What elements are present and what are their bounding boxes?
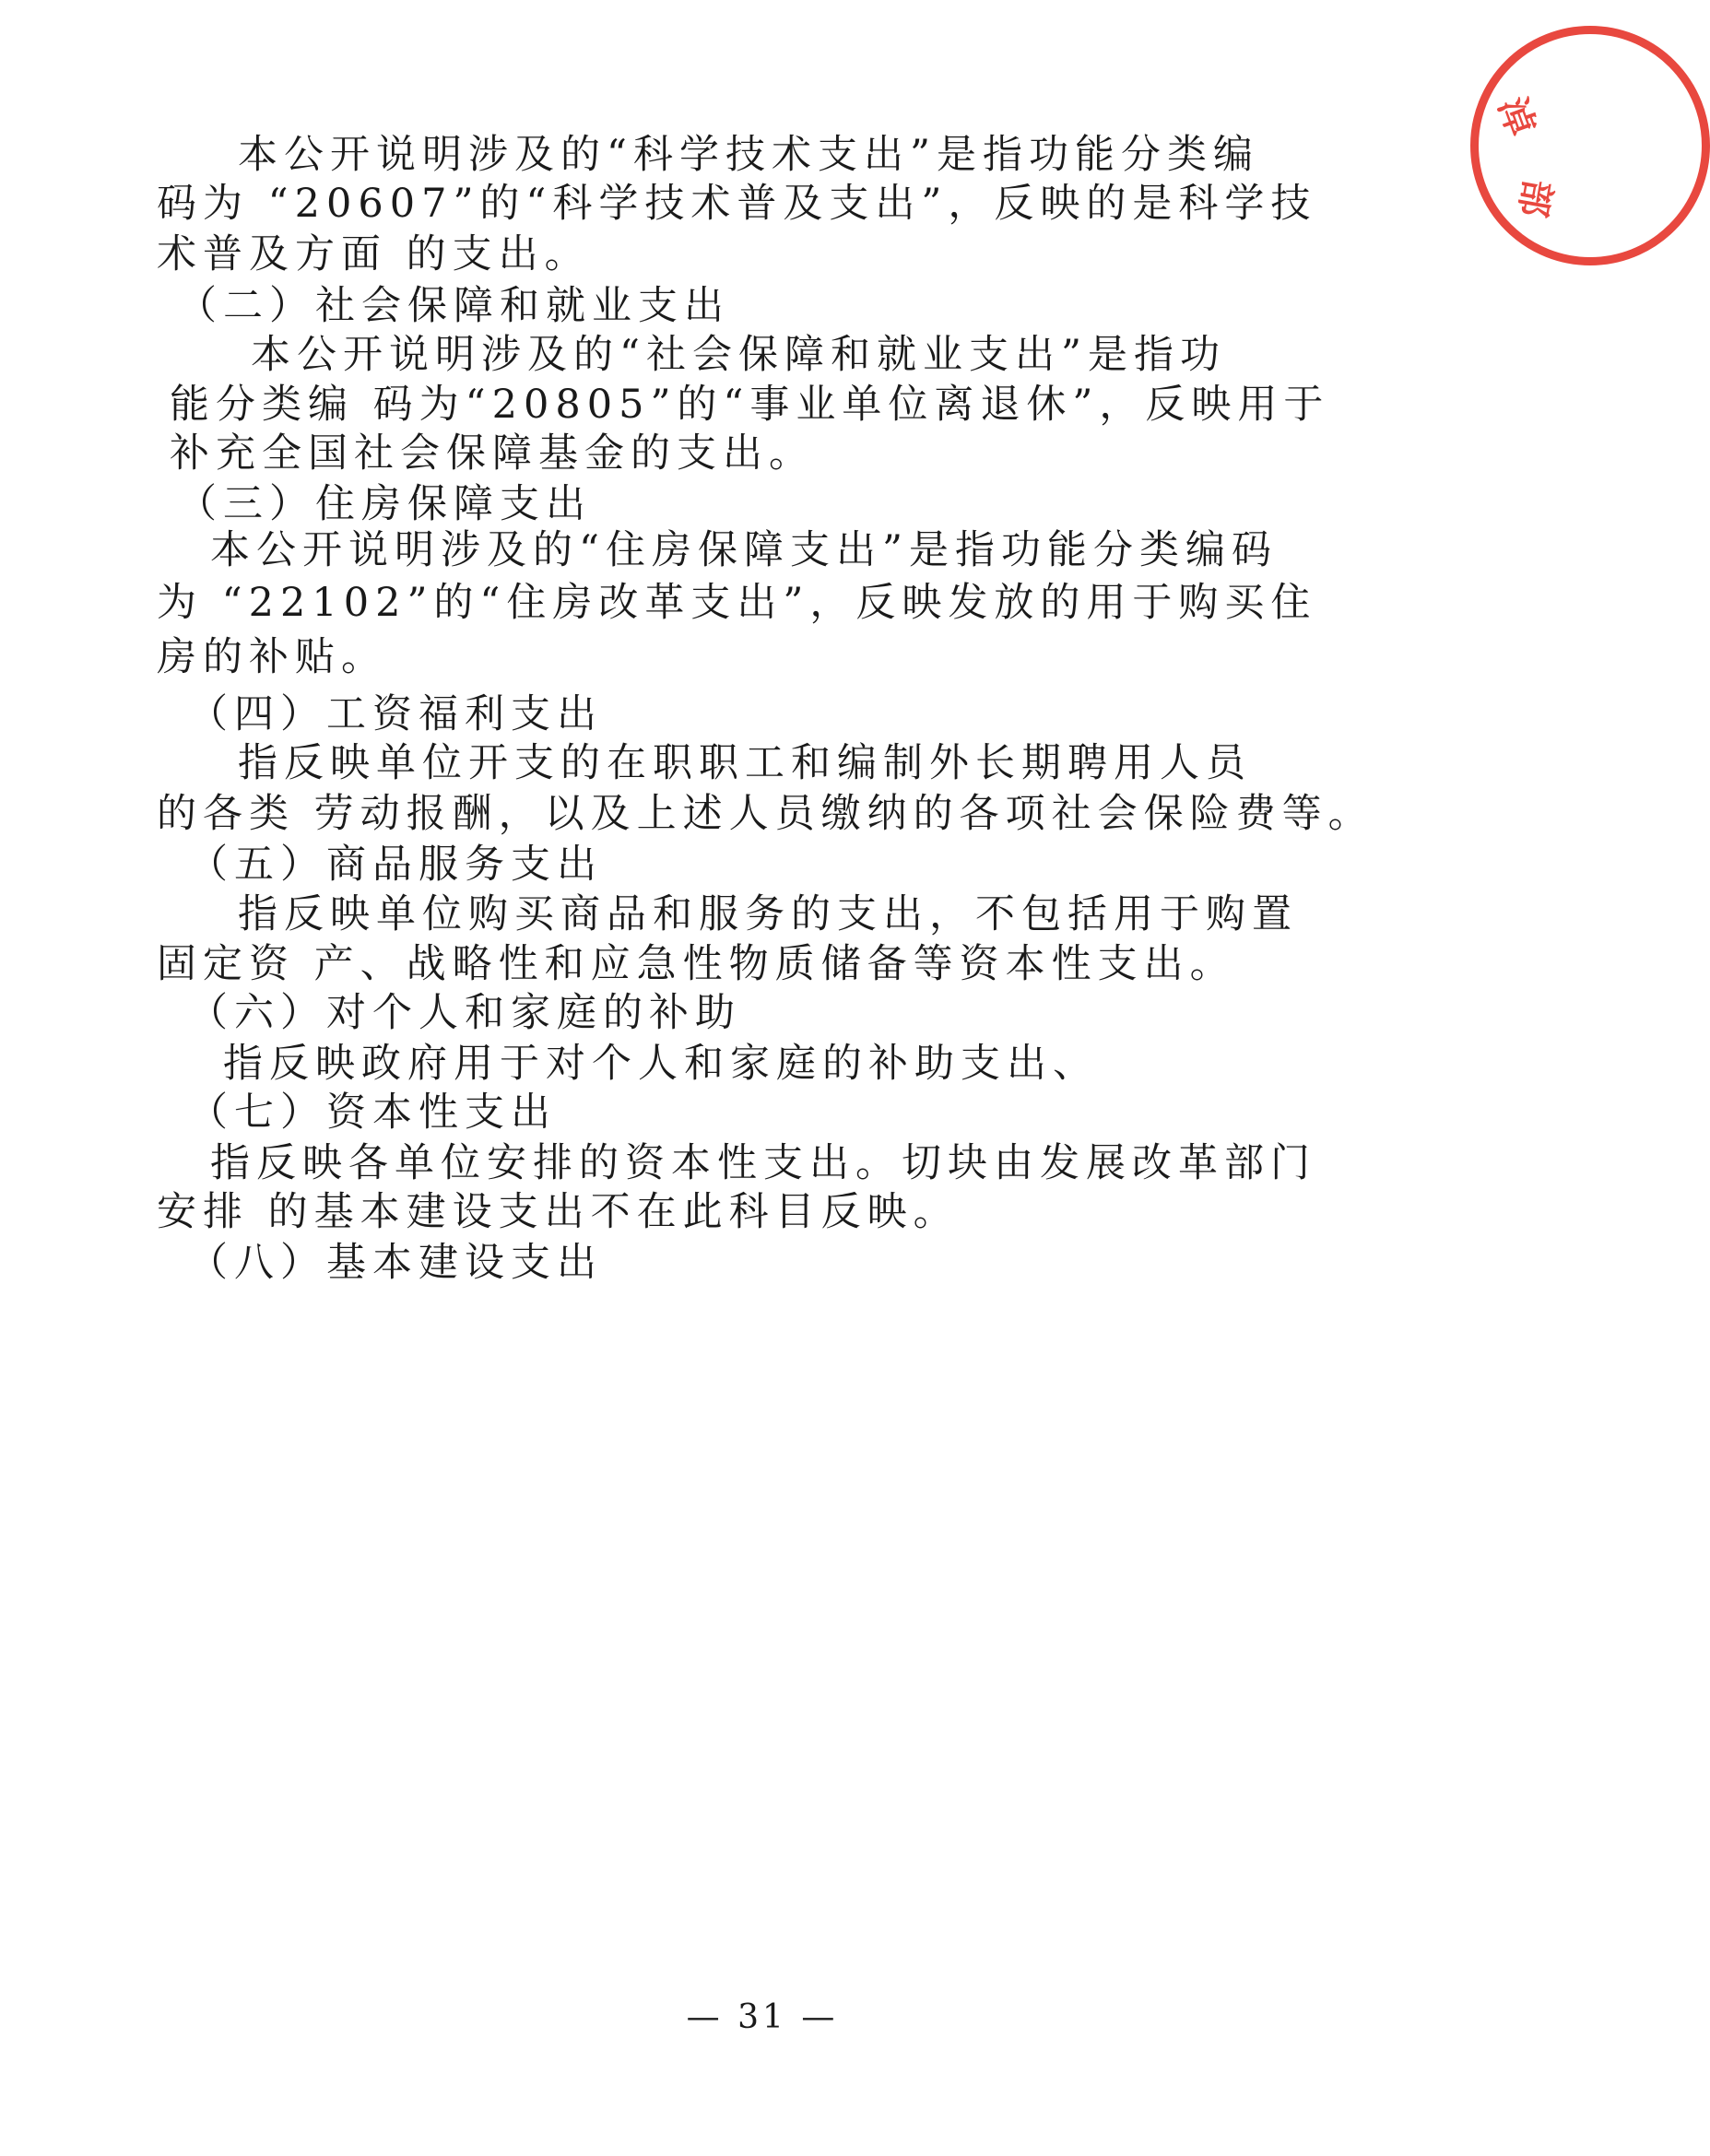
section-heading: （八）基本建设支出	[188, 1240, 603, 1286]
section-heading: （七）资本性支出	[188, 1090, 557, 1136]
seal-char-2: 部	[1510, 176, 1559, 220]
paragraph-line: 术普及方面 的支出。	[157, 231, 591, 277]
paragraph-line: 能分类编 码为“20805”的“事业单位离退休”，反映用于	[170, 382, 1330, 428]
seal-char-1: 淖	[1490, 92, 1543, 142]
section-heading: （二）社会保障和就业支出	[177, 283, 730, 329]
section-heading: （五）商品服务支出	[188, 842, 603, 888]
paragraph-line: 补充全国社会保障基金的支出。	[170, 430, 815, 477]
paragraph-line: 本公开说明涉及的“社会保障和就业支出”是指功	[251, 332, 1226, 378]
paragraph-line: 本公开说明涉及的“住房保障支出”是指功能分类编码	[210, 527, 1278, 573]
paragraph-line: 指反映政府用于对个人和家庭的补助支出、	[223, 1041, 1099, 1087]
page-number: — 31 —	[686, 1998, 839, 2036]
paragraph-line: 码为 “20607”的“科学技术普及支出”，反映的是科学技	[157, 181, 1317, 227]
paragraph-line: 安排 的基本建设支出不在此科目反映。	[157, 1189, 960, 1235]
section-heading: （四）工资福利支出	[188, 691, 603, 737]
paragraph-line: 指反映单位开支的在职职工和编制外长期聘用人员	[238, 740, 1252, 786]
section-heading: （六）对个人和家庭的补助	[188, 990, 741, 1036]
paragraph-line: 固定资 产、战略性和应急性物质储备等资本性支出。	[157, 941, 1236, 987]
paragraph-line: 本公开说明涉及的“科学技术支出”是指功能分类编	[238, 132, 1259, 178]
paragraph-line: 房的补贴。	[157, 634, 387, 680]
paragraph-line: 指反映各单位安排的资本性支出。切块由发展改革部门	[210, 1140, 1316, 1186]
official-seal	[1470, 26, 1710, 265]
paragraph-line: 为 “22102”的“住房改革支出”，反映发放的用于购买住	[157, 580, 1317, 626]
section-heading: （三）住房保障支出	[177, 481, 592, 527]
paragraph-line: 指反映单位购买商品和服务的支出，不包括用于购置	[238, 891, 1298, 937]
paragraph-line: 的各类 劳动报酬，以及上述人员缴纳的各项社会保险费等。	[157, 791, 1374, 837]
